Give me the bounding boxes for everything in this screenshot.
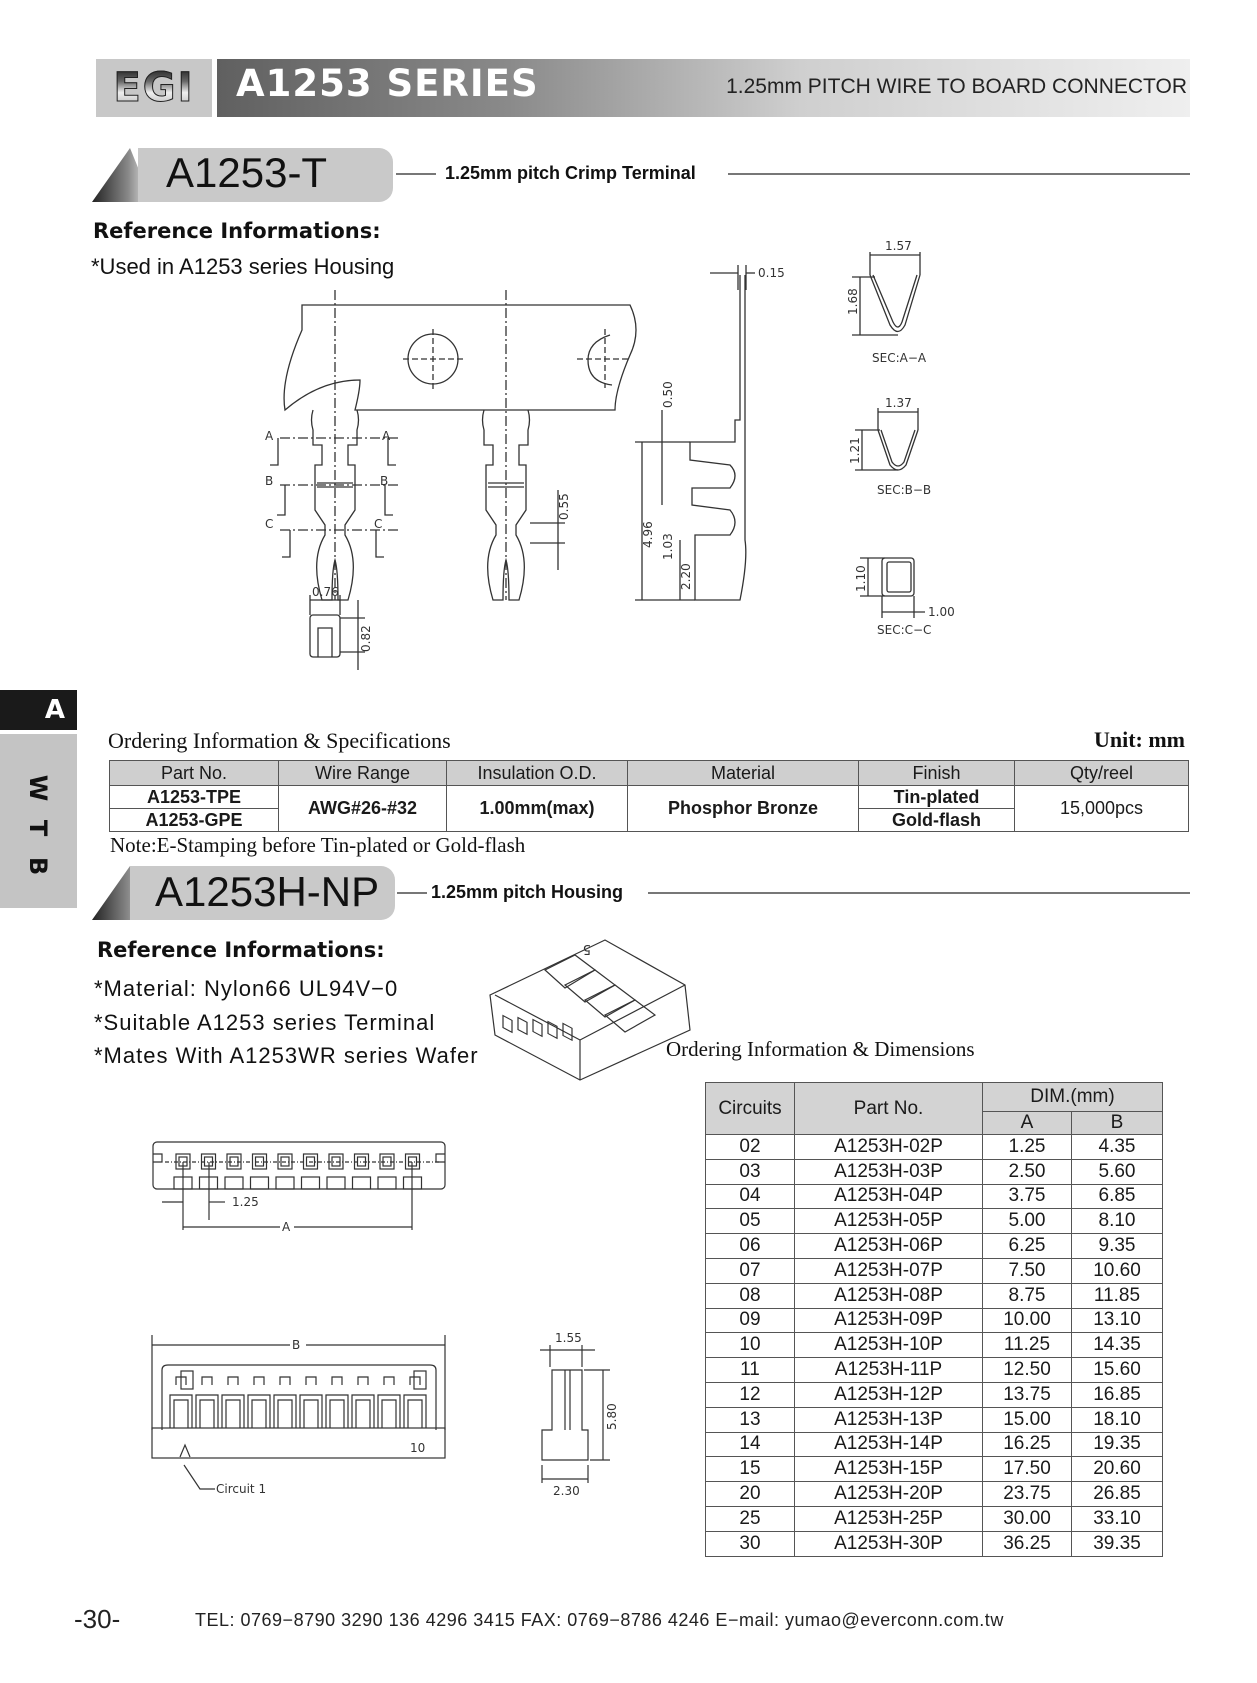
dims-cell-circuits: 20 — [706, 1482, 795, 1507]
terminal-drawing — [265, 260, 790, 710]
dims-cell-part-no: A1253H-13P — [795, 1407, 983, 1432]
dims-cell-part-no: A1253H-02P — [795, 1135, 983, 1160]
housing-ref-line: *Suitable A1253 series Terminal — [94, 1010, 436, 1035]
dims-row — [706, 1308, 1163, 1333]
dims-row — [706, 1382, 1163, 1407]
dims-cell-b: 16.85 — [1072, 1382, 1163, 1407]
spec-part-no: A1253-GPE — [110, 809, 279, 832]
section-aa-shape — [870, 275, 920, 332]
dims-cell-a: 13.75 — [983, 1382, 1072, 1407]
circuit-count-label: 10 — [410, 1441, 426, 1455]
dims-cell-part-no: A1253H-14P — [795, 1432, 983, 1457]
terminal-sections — [846, 239, 1010, 650]
dims-row — [706, 1209, 1163, 1234]
dims-cell-a: 10.00 — [983, 1308, 1072, 1333]
dims-cell-a: 11.25 — [983, 1333, 1072, 1358]
divider — [648, 892, 1190, 894]
dims-cell-part-no: A1253H-11P — [795, 1358, 983, 1383]
dims-cell-circuits: 03 — [706, 1159, 795, 1184]
section-label: A — [265, 429, 274, 443]
dims-cell-circuits: 12 — [706, 1382, 795, 1407]
section-name: SEC:A−A — [872, 351, 927, 365]
terminal-part-title: A1253-T — [166, 149, 328, 196]
spec-header: Wire Range — [279, 761, 447, 786]
dims-row — [706, 1482, 1163, 1507]
dims-cell-circuits: 08 — [706, 1283, 795, 1308]
dims-cell-b: 5.60 — [1072, 1159, 1163, 1184]
dims-cell-b: 14.35 — [1072, 1333, 1163, 1358]
side-tab-char: B — [24, 856, 52, 876]
iso-pin-label: 5 — [582, 941, 591, 956]
dims-cell-b: 15.60 — [1072, 1358, 1163, 1383]
terminal-ordering-title: Ordering Information & Specifications — [108, 728, 451, 753]
section-name: SEC:B−B — [877, 483, 932, 497]
dims-cell-a: 3.75 — [983, 1184, 1072, 1209]
dims-cell-b: 39.35 — [1072, 1531, 1163, 1556]
dims-cell-a: 23.75 — [983, 1482, 1072, 1507]
dim-label: 0.15 — [758, 266, 785, 280]
spec-header: Insulation O.D. — [447, 761, 628, 786]
dims-row — [706, 1184, 1163, 1209]
front-slot — [222, 1377, 244, 1428]
spec-header-row — [110, 761, 1189, 786]
dims-row — [706, 1258, 1163, 1283]
dims-header-circuits: Circuits — [706, 1083, 795, 1135]
dim-label: 4.96 — [641, 521, 655, 548]
dims-row — [706, 1159, 1163, 1184]
dim-label: 1.57 — [885, 239, 912, 253]
dim-label: 0.55 — [557, 493, 571, 520]
spec-table — [109, 760, 1189, 832]
spec-insulation: 1.00mm(max) — [447, 786, 628, 832]
terminal-ref-title: Reference Informations: — [93, 219, 381, 243]
dims-cell-part-no: A1253H-04P — [795, 1184, 983, 1209]
dims-cell-part-no: A1253H-05P — [795, 1209, 983, 1234]
dims-cell-circuits: 10 — [706, 1333, 795, 1358]
side-tab-letter: A — [0, 690, 77, 730]
dim-label: 5.80 — [605, 1403, 619, 1430]
dim-label: 0.50 — [661, 381, 675, 408]
dims-header-row — [706, 1083, 1163, 1112]
front-slot — [326, 1377, 348, 1428]
dims-cell-part-no: A1253H-30P — [795, 1531, 983, 1556]
dims-cell-a: 5.00 — [983, 1209, 1072, 1234]
section-label: C — [374, 517, 383, 531]
dims-header-part-no: Part No. — [795, 1083, 983, 1135]
dim-label: 1.55 — [555, 1331, 582, 1345]
front-slot — [352, 1377, 374, 1428]
dims-cell-circuits: 05 — [706, 1209, 795, 1234]
dims-cell-a: 17.50 — [983, 1457, 1072, 1482]
spec-row — [110, 786, 1189, 809]
dims-cell-circuits: 15 — [706, 1457, 795, 1482]
dim-label: 1.21 — [848, 437, 862, 464]
dims-cell-b: 26.85 — [1072, 1482, 1163, 1507]
dimensions-table — [705, 1082, 1163, 1557]
logo-text: EGI — [113, 65, 195, 111]
dims-cell-a: 2.50 — [983, 1159, 1072, 1184]
section-label: B — [265, 474, 274, 488]
series-title: A1253 SERIES — [236, 62, 539, 105]
spec-material: Phosphor Bronze — [628, 786, 859, 832]
latch — [181, 1371, 193, 1389]
terminal-note: Note:E-Stamping before Tin-plated or Gold-flash — [110, 833, 526, 857]
dims-cell-part-no: A1253H-10P — [795, 1333, 983, 1358]
dims-cell-circuits: 11 — [706, 1358, 795, 1383]
spec-finish: Tin-plated — [859, 786, 1015, 809]
dims-cell-a: 7.50 — [983, 1258, 1072, 1283]
dim-label: 2.20 — [679, 563, 693, 590]
dims-cell-b: 18.10 — [1072, 1407, 1163, 1432]
side-tab-wtb — [0, 734, 77, 908]
series-subtitle: 1.25mm PITCH WIRE TO BOARD CONNECTOR — [726, 75, 1187, 98]
housing-ref-line: *Mates With A1253WR series Wafer — [94, 1043, 479, 1068]
front-slot — [196, 1377, 218, 1428]
spec-part-no: A1253-TPE — [110, 786, 279, 809]
dims-cell-b: 20.60 — [1072, 1457, 1163, 1482]
page-number: -30- — [74, 1604, 121, 1634]
dims-cell-a: 12.50 — [983, 1358, 1072, 1383]
dims-row — [706, 1333, 1163, 1358]
section-label: A — [382, 429, 391, 443]
carrier-strip — [284, 305, 636, 410]
dims-cell-b: 33.10 — [1072, 1506, 1163, 1531]
circuit1-label: Circuit 1 — [216, 1482, 267, 1496]
brand-logo — [96, 59, 212, 117]
dims-cell-part-no: A1253H-07P — [795, 1258, 983, 1283]
dims-row — [706, 1135, 1163, 1160]
section-label: C — [265, 517, 274, 531]
dims-cell-part-no: A1253H-06P — [795, 1234, 983, 1259]
housing-part-title: A1253H-NP — [155, 868, 380, 915]
front-slot — [404, 1377, 426, 1428]
dims-cell-a: 8.75 — [983, 1283, 1072, 1308]
dims-row — [706, 1506, 1163, 1531]
dims-cell-circuits: 09 — [706, 1308, 795, 1333]
dims-row — [706, 1358, 1163, 1383]
spec-wire-range: AWG#26-#32 — [279, 786, 447, 832]
dims-cell-circuits: 13 — [706, 1407, 795, 1432]
unit-label: Unit: mm — [1093, 727, 1185, 752]
dims-cell-part-no: A1253H-08P — [795, 1283, 983, 1308]
dims-cell-a: 16.25 — [983, 1432, 1072, 1457]
housing-isometric — [485, 930, 695, 1090]
housing-ordering-title: Ordering Information & Dimensions — [666, 1037, 975, 1061]
contact-info: TEL: 0769−8790 3290 136 4296 3415 FAX: 0769−8786 4246 E−mail: yumao@everconn.com.tw — [195, 1610, 1004, 1630]
housing-ref-title: Reference Informations: — [97, 938, 385, 962]
dims-cell-circuits: 04 — [706, 1184, 795, 1209]
dims-cell-a: 15.00 — [983, 1407, 1072, 1432]
spec-header: Material — [628, 761, 859, 786]
front-slot — [274, 1377, 296, 1428]
terminal-side-view — [690, 275, 746, 600]
side-tab-char: W — [24, 774, 52, 802]
dims-row — [706, 1531, 1163, 1556]
pilot-hole-partial — [588, 335, 612, 385]
dims-cell-part-no: A1253H-09P — [795, 1308, 983, 1333]
dims-cell-a: 36.25 — [983, 1531, 1072, 1556]
terminal-ref-line: *Used in A1253 series Housing — [91, 254, 395, 279]
dims-cell-a: 6.25 — [983, 1234, 1072, 1259]
dims-cell-b: 13.10 — [1072, 1308, 1163, 1333]
terminal-front-view — [310, 615, 340, 657]
dims-cell-b: 9.35 — [1072, 1234, 1163, 1259]
section-label: B — [380, 474, 389, 488]
dims-row — [706, 1457, 1163, 1482]
dims-cell-part-no: A1253H-25P — [795, 1506, 983, 1531]
dims-cell-circuits: 14 — [706, 1432, 795, 1457]
dims-cell-circuits: 07 — [706, 1258, 795, 1283]
housing-ref-line: *Material: Nylon66 UL94V−0 — [94, 976, 399, 1001]
dims-cell-circuits: 06 — [706, 1234, 795, 1259]
dims-row — [706, 1407, 1163, 1432]
dims-cell-b: 4.35 — [1072, 1135, 1163, 1160]
divider — [396, 173, 436, 175]
dims-cell-b: 11.85 — [1072, 1283, 1163, 1308]
dims-cell-a: 30.00 — [983, 1506, 1072, 1531]
dim-label: 2.30 — [553, 1484, 580, 1498]
divider — [728, 173, 1190, 175]
dims-cell-a: 1.25 — [983, 1135, 1072, 1160]
dims-cell-b: 10.60 — [1072, 1258, 1163, 1283]
dims-cell-part-no: A1253H-12P — [795, 1382, 983, 1407]
spec-header: Part No. — [110, 761, 279, 786]
section-name: SEC:C−C — [877, 623, 932, 637]
spec-finish: Gold-flash — [859, 809, 1015, 832]
section-bb-shape — [878, 430, 918, 470]
dims-row — [706, 1283, 1163, 1308]
front-slot — [378, 1377, 400, 1428]
dim-b-label: B — [292, 1338, 301, 1352]
dim-label: 1.10 — [854, 565, 868, 592]
dims-header-dim: DIM.(mm) — [983, 1083, 1163, 1112]
spec-header: Finish — [859, 761, 1015, 786]
housing-front-view — [140, 1305, 720, 1535]
housing-top-view — [140, 1130, 480, 1250]
dims-cell-circuits: 25 — [706, 1506, 795, 1531]
front-slot — [248, 1377, 270, 1428]
dims-cell-circuits: 30 — [706, 1531, 795, 1556]
dims-header-b: B — [1072, 1112, 1163, 1135]
dims-cell-b: 8.10 — [1072, 1209, 1163, 1234]
side-tab-char: T — [24, 819, 52, 837]
dims-cell-part-no: A1253H-15P — [795, 1457, 983, 1482]
dims-row — [706, 1234, 1163, 1259]
pitch-label: 1.25 — [232, 1195, 259, 1209]
spec-header: Qty/reel — [1015, 761, 1189, 786]
dim-label: 1.68 — [846, 288, 860, 315]
front-slot — [300, 1377, 322, 1428]
dims-cell-circuits: 02 — [706, 1135, 795, 1160]
dims-cell-part-no: A1253H-03P — [795, 1159, 983, 1184]
divider — [397, 892, 427, 894]
housing-description: 1.25mm pitch Housing — [431, 882, 624, 902]
dims-cell-part-no: A1253H-20P — [795, 1482, 983, 1507]
dims-cell-b: 6.85 — [1072, 1184, 1163, 1209]
dim-label: 1.03 — [661, 533, 675, 560]
spec-qty: 15,000pcs — [1015, 786, 1189, 832]
terminal-description: 1.25mm pitch Crimp Terminal — [445, 163, 696, 183]
dims-cell-b: 19.35 — [1072, 1432, 1163, 1457]
dim-label: 0.76 — [312, 585, 339, 599]
dim-label: 0.82 — [359, 625, 373, 652]
dims-header-a: A — [983, 1112, 1072, 1135]
dim-a-label: A — [282, 1220, 291, 1234]
dim-label: 1.00 — [928, 605, 955, 619]
dim-label: 1.37 — [885, 396, 912, 410]
dims-row — [706, 1432, 1163, 1457]
